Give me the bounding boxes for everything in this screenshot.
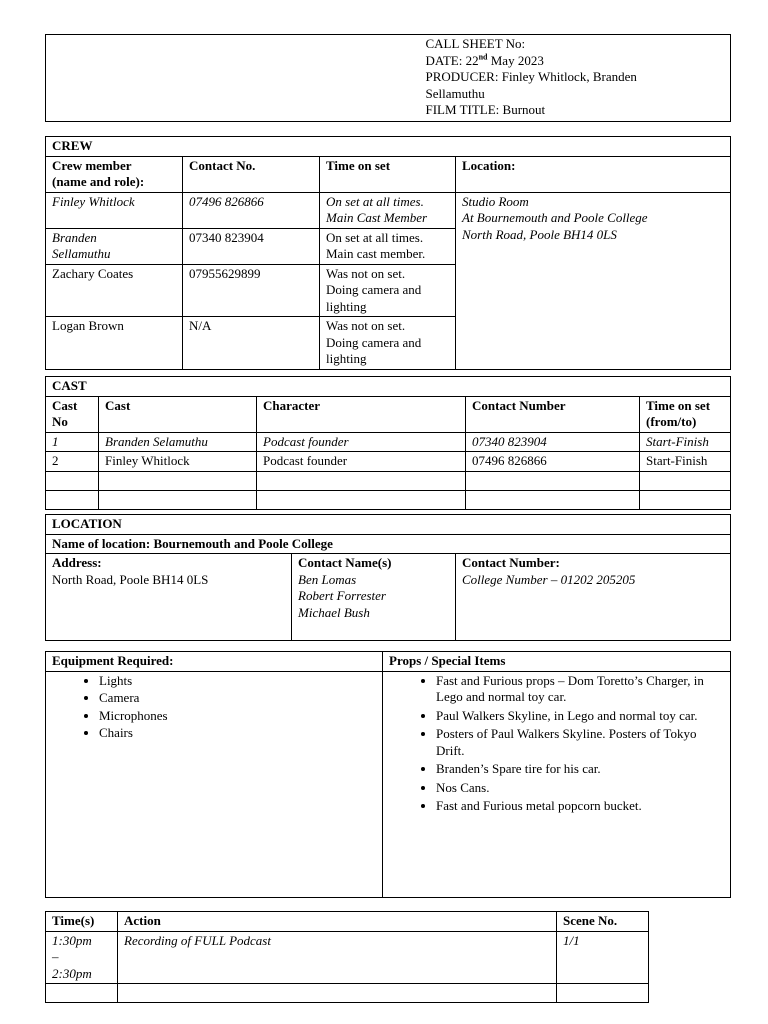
empty-cell [118, 984, 557, 1003]
empty-cell [257, 471, 466, 490]
header-info-cell [419, 35, 731, 122]
crew-table [45, 136, 731, 370]
table-row [46, 471, 731, 490]
crew-time: On set at all times. Main cast member. [320, 228, 456, 264]
props-list [389, 673, 724, 817]
empty-cell [46, 471, 99, 490]
crew-section-title: CREW [46, 137, 731, 157]
cast-header-no: Cast No [46, 396, 99, 432]
location-table [45, 514, 731, 641]
cast-name: Branden Selamuthu [99, 432, 257, 452]
props-list-cell [383, 671, 731, 897]
empty-cell [257, 490, 466, 509]
empty-cell [466, 490, 640, 509]
schedule-scene: 1/1 [557, 931, 649, 984]
crew-contact: 07955629899 [183, 264, 320, 317]
crew-location: Studio Room At Bournemouth and Poole College North Road, Poole BH14 0LS [456, 192, 731, 369]
producer: PRODUCER: Finley Whitlock, Branden [425, 69, 637, 84]
table-row [46, 931, 649, 984]
crew-header-time: Time on set [320, 156, 456, 192]
cast-no: 2 [46, 452, 99, 472]
equipment-table [45, 651, 731, 898]
equipment-list-cell [46, 671, 383, 897]
crew-name: Branden Sellamuthu [46, 228, 183, 264]
crew-header-contact: Contact No. [183, 156, 320, 192]
cast-no: 1 [46, 432, 99, 452]
date: DATE: 22nd May 2023 [425, 52, 544, 68]
table-row [46, 452, 731, 472]
schedule-table [45, 911, 649, 1003]
empty-cell [46, 984, 118, 1003]
crew-contact: 07496 826866 [183, 192, 320, 228]
location-name: Name of location: Bournemouth and Poole College [46, 534, 731, 554]
list-item: • Branden’s Spare tire for his car. [436, 761, 724, 780]
cast-header-contact: Contact Number [466, 396, 640, 432]
producer-cont: Sellamuthu [425, 85, 485, 101]
crew-name: Finley Whitlock [46, 192, 183, 228]
cast-time: Start-Finish [640, 432, 731, 452]
empty-cell [99, 471, 257, 490]
header-blank-cell [46, 35, 419, 122]
cast-header-character: Character [257, 396, 466, 432]
list-item: • Nos Cans. [436, 780, 724, 799]
crew-name: Logan Brown [46, 317, 183, 370]
empty-cell [557, 984, 649, 1003]
location-contact-names: Contact Name(s) Ben Lomas Robert Forrester Michael Bush [292, 554, 456, 641]
location-contact-number: Contact Number: College Number – 01202 205205 [456, 554, 731, 641]
cast-section-title: CAST [46, 377, 731, 397]
crew-time: Was not on set. Doing camera and lighting [320, 317, 456, 370]
list-item: • Chairs [99, 725, 376, 743]
schedule-header-scene: Scene No. [557, 912, 649, 932]
film-title: FILM TITLE: Burnout [425, 102, 546, 117]
schedule-time: 1:30pm – 2:30pm [46, 931, 118, 984]
empty-cell [640, 471, 731, 490]
cast-character: Podcast founder [257, 452, 466, 472]
cast-header-time: Time on set (from/to) [640, 396, 731, 432]
crew-contact: 07340 823904 [183, 228, 320, 264]
location-address: Address: North Road, Poole BH14 0LS [46, 554, 292, 641]
crew-header-location: Location: [456, 156, 731, 192]
header-box [45, 34, 731, 122]
cast-table [45, 376, 731, 510]
crew-name: Zachary Coates [46, 264, 183, 317]
empty-cell [99, 490, 257, 509]
crew-time: On set at all times. Main Cast Member [320, 192, 456, 228]
list-item: • Lights [99, 673, 376, 691]
empty-cell [640, 490, 731, 509]
cast-contact: 07340 823904 [466, 432, 640, 452]
table-row [46, 984, 649, 1003]
list-item: • Posters of Paul Walkers Skyline. Posters of Tokyo Drift. [436, 726, 724, 761]
cast-header-cast: Cast [99, 396, 257, 432]
cast-name: Finley Whitlock [99, 452, 257, 472]
crew-contact: N/A [183, 317, 320, 370]
list-item: • Paul Walkers Skyline, in Lego and normal toy car. [436, 708, 724, 727]
table-row [46, 490, 731, 509]
schedule-header-time: Time(s) [46, 912, 118, 932]
props-header: Props / Special Items [383, 652, 731, 672]
list-item: • Microphones [99, 708, 376, 726]
call-sheet-no: CALL SHEET No: [425, 36, 526, 51]
list-item: • Camera [99, 690, 376, 708]
equipment-header: Equipment Required: [46, 652, 383, 672]
location-section-title: LOCATION [46, 515, 731, 535]
list-item: • Fast and Furious props – Dom Toretto’s Charger, in Lego and normal toy car. [436, 673, 724, 708]
table-row [46, 432, 731, 452]
list-item: • Fast and Furious metal popcorn bucket. [436, 798, 724, 817]
cast-time: Start-Finish [640, 452, 731, 472]
schedule-action: Recording of FULL Podcast [118, 931, 557, 984]
crew-header-member: Crew member (name and role): [46, 156, 183, 192]
equipment-list [52, 673, 376, 743]
empty-cell [466, 471, 640, 490]
empty-cell [46, 490, 99, 509]
table-row [46, 192, 731, 228]
crew-time: Was not on set. Doing camera and lighting [320, 264, 456, 317]
cast-contact: 07496 826866 [466, 452, 640, 472]
schedule-header-action: Action [118, 912, 557, 932]
cast-character: Podcast founder [257, 432, 466, 452]
